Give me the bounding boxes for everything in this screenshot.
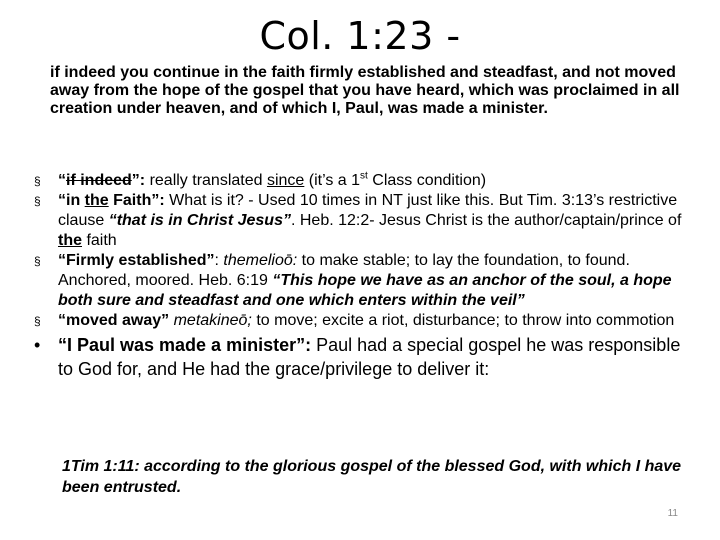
closing-quote: 1Tim 1:11: according to the glorious gospel of the blessed God, with which I have been entrusted. xyxy=(62,458,682,496)
slide-title: Col. 1:23 - xyxy=(259,14,461,58)
square-bullet-icon: § xyxy=(34,174,41,188)
struck-phrase: if indeed xyxy=(66,172,132,189)
bullet-firmly-established: § “Firmly established”: themelioō: to make stable; to lay the foundation, to found. Anchored, moored. Heb. 6:19 “This hope we have as an anchor of the soul, a hope both sure and steadfast and one which enters within the veil” xyxy=(34,252,672,309)
page-number: 11 xyxy=(667,508,678,519)
bullet-if-indeed: § “if indeed”: really translated since (it’s a 1st Class condition) xyxy=(34,170,487,189)
quoted-phrase: “that is in Christ Jesus” xyxy=(108,212,291,229)
square-bullet-icon: § xyxy=(34,194,41,208)
greek-word: themelioō: xyxy=(223,252,298,269)
square-bullet-icon: § xyxy=(34,254,41,268)
greek-word: metakineō; xyxy=(169,312,252,329)
round-bullet-icon: • xyxy=(34,335,41,355)
bullet-list xyxy=(34,171,694,381)
verse-text: if indeed you continue in the faith firmly established and steadfast, and not moved away from the hope of the gospel that you have heard, which was proclaimed in all creation under heaven, and of which I, Paul, was made a minister. xyxy=(50,64,680,117)
square-bullet-icon: § xyxy=(34,314,41,328)
bullet-moved-away: § “moved away” metakineō; to move; excite a riot, disturbance; to throw into commotion xyxy=(34,312,675,329)
quoted-verse: “This hope we have as an anchor of the soul, a hope both sure and steadfast and one which enters within the veil” xyxy=(58,272,672,309)
underlined-since: since xyxy=(266,172,305,189)
bullet-in-the-faith: § “in the Faith”: What is it? - Used 10 times in NT just like this. But Tim. 3:13’s restrictive clause “that is in Christ Jesus”. Heb. 12:2- Jesus Christ is the author/captain/prince of the faith xyxy=(34,192,682,249)
bullet-paul-minister: • “I Paul was made a minister”: Paul had a special gospel he was responsible to God for, and He had the grace/privilege to deliver it: xyxy=(34,335,681,379)
